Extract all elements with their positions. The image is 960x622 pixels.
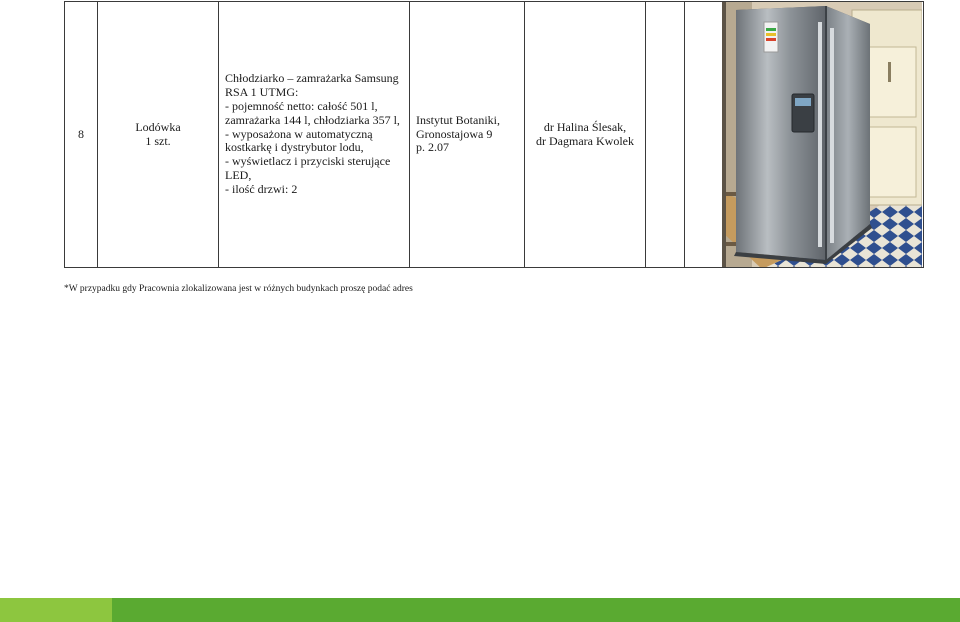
person-name: dr Dagmara Kwolek: [536, 133, 634, 148]
description-line: - wyposażona w automatyczną: [225, 126, 373, 141]
footer-bar-dark: [112, 598, 960, 622]
responsible-persons-cell: [525, 2, 646, 268]
description-line: - pojemność netto: całość 501 l,: [225, 99, 378, 113]
location-line: p. 2.07: [416, 140, 449, 155]
equipment-table: [64, 1, 924, 268]
empty-cell: [646, 2, 685, 268]
description-line: kostkarkę i dystrybutor lodu,: [225, 140, 364, 155]
location-line: Instytut Botaniki,: [416, 112, 500, 127]
location-cell: [410, 2, 525, 268]
item-name-cell: [98, 2, 219, 268]
refrigerator-photo: [722, 2, 922, 268]
item-name: Lodówka: [135, 119, 181, 134]
item-quantity: 1 szt.: [145, 133, 171, 148]
description-line: - ilość drzwi: 2: [225, 181, 298, 196]
photo-cell: [685, 2, 924, 268]
person-name: dr Halina Ślesak,: [543, 119, 627, 134]
row-number: 8: [65, 2, 98, 268]
footer-bar-light: [0, 598, 112, 622]
table-row: [65, 2, 924, 268]
location-line: Gronostajowa 9: [416, 126, 493, 141]
description-line: - wyświetlacz i przyciski sterujące: [225, 154, 391, 169]
item-description-cell: [219, 2, 410, 268]
footnote: *W przypadku gdy Pracownia zlokalizowana jest w różnych budynkach proszę podać adres: [64, 284, 413, 294]
description-line: LED,: [225, 167, 252, 182]
description-line: zamrażarka 144 l, chłodziarka 357 l,: [225, 112, 400, 127]
description-line: Chłodziarko – zamrażarka Samsung: [225, 71, 399, 86]
description-line: RSA 1 UTMG:: [225, 85, 299, 100]
